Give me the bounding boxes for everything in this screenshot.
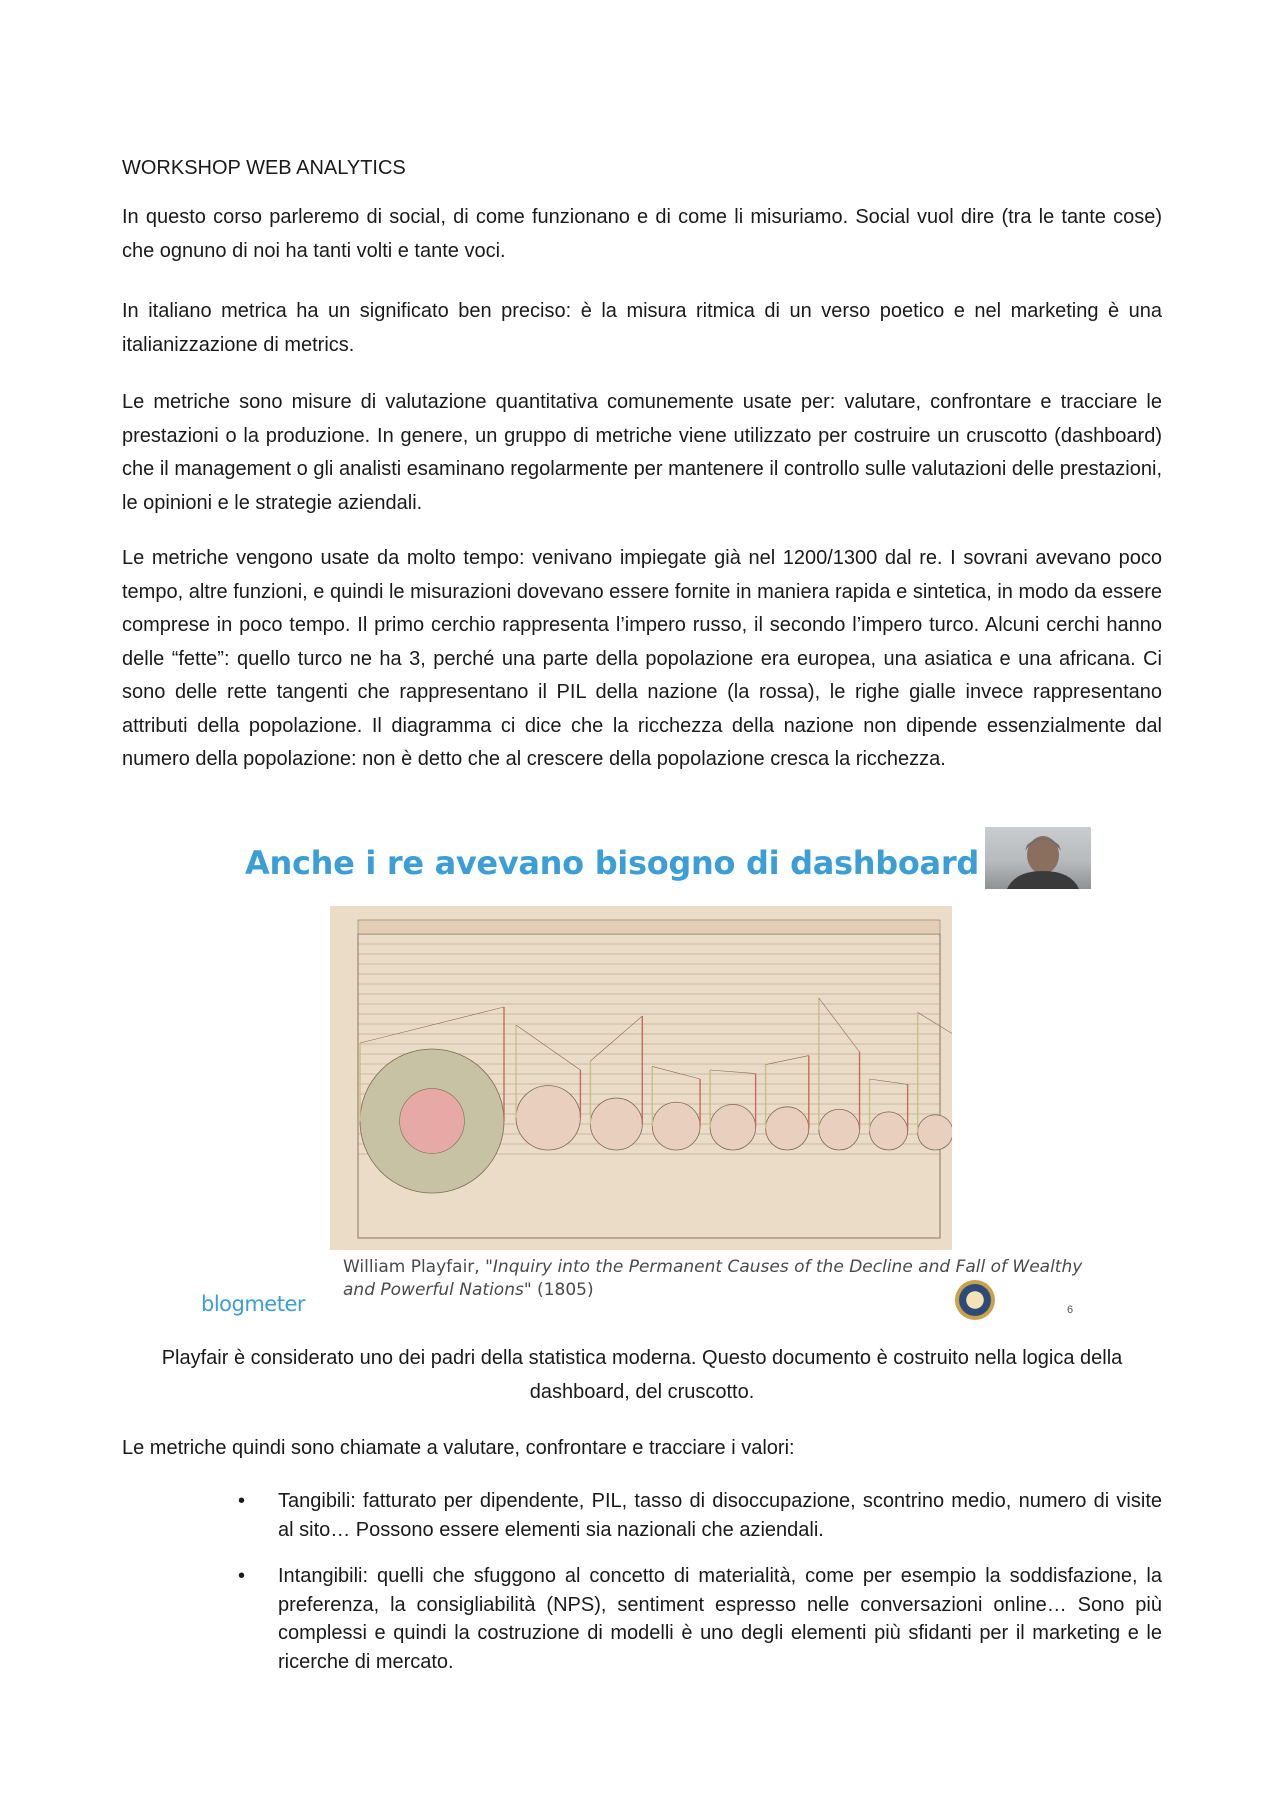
slide-title: Anche i re avevano bisogno di dashboard [245, 844, 979, 882]
list-intro: Le metriche quindi sono chiamate a valutare, confrontare e tracciare i valori: [122, 1437, 795, 1459]
nation-circle [590, 1098, 642, 1150]
caption-author: William Playfair, [343, 1257, 486, 1277]
webcam-thumbnail [985, 827, 1091, 889]
nation-circle [819, 1109, 860, 1150]
nation-circle [710, 1104, 756, 1150]
paragraph-1: In questo corso parleremo di social, di come funzionano e di come li misuriamo. Social vuol dire (tra le tante cose) che ognuno di noi ha tanti volti e tante voci. [122, 206, 1162, 262]
metrics-list [122, 1487, 1162, 1694]
playfair-chart [330, 906, 952, 1250]
slide-page-number: 6 [1067, 1304, 1074, 1316]
playfair-chart-svg [330, 906, 952, 1250]
connector-line [652, 1066, 700, 1079]
paragraph-3: Le metriche sono misure di valutazione quantitativa comunemente usate per: valutare, confrontare e tracciare le prestazioni o la produzione. In genere, un gruppo di metriche viene utilizzato per costruire un cruscotto (dashboard) che il management o gli analisti esaminano regolarmente per mantenere il controllo sulle valutazioni delle prestazioni, le opinioni e le strategie aziendali. [122, 391, 1162, 514]
connector-line [710, 1070, 756, 1074]
list-item [122, 1487, 1162, 1544]
nation-circle [766, 1107, 809, 1150]
connector-line [360, 1007, 504, 1043]
nation-circle [870, 1112, 908, 1150]
blogmeter-logo: blogmeter [201, 1292, 306, 1316]
caption-title: "Inquiry into the Permanent Causes of the Decline and Fall of Wealthy and Powerful Nations" [343, 1257, 1083, 1300]
document-heading: WORKSHOP WEB ANALYTICS [122, 157, 406, 179]
nation-circle [516, 1086, 580, 1150]
bullet-icon: • [238, 1565, 246, 1587]
nation-circle [918, 1115, 952, 1150]
connector-line [918, 1012, 952, 1034]
caption-year: (1805) [531, 1280, 594, 1300]
list-item [122, 1562, 1162, 1676]
chart-header-band [358, 920, 940, 934]
connector-line [870, 1079, 908, 1084]
bullet-icon: • [238, 1490, 246, 1512]
list-item-text: Intangibili: quelli che sfuggono al concetto di materialità, come per esempio la soddisfazione, la preferenza, la consigliabilità (NPS), sentiment espresso nelle conversazioni online… Sono più complessi e quindi la costruzione di modelli è uno degli elementi più sfidanti per il marketing e le ricerche di mercato. [278, 1565, 1162, 1673]
nation-inner-circle [400, 1089, 465, 1154]
slide-image [195, 822, 1095, 1332]
person-icon [985, 827, 1091, 889]
university-seal-icon [955, 1280, 995, 1320]
connector-line [516, 1025, 580, 1070]
connector-line [766, 1056, 809, 1065]
paragraph-4: Le metriche vengono usate da molto tempo: venivano impiegate già nel 1200/1300 dal re. I sovrani avevano poco tempo, altre funzioni, e quindi le misurazioni dovevano essere fornite in maniera rapida e sintetica, in modo da essere comprese in poco tempo. Il primo cerchio rappresenta l’impero russo, il secondo l’impero turco. Alcuni cerchi hanno delle “fette”: quello turco ne ha 3, perché una parte della popolazione era europea, una asiatica e una africana. Ci sono delle rette tangenti che rappresentano il PIL della nazione (la rossa), le righe gialle invece rappresentano attributi della popolazione. Il diagramma ci dice che la ricchezza della nazione non dipende essenzialmente dal numero della popolazione: non è detto che al crescere della popolazione cresca la ricchezza. [122, 547, 1162, 770]
paragraph-2: In italiano metrica ha un significato ben preciso: è la misura ritmica di un verso poetico e nel marketing è una italianizzazione di metrics. [122, 300, 1162, 356]
list-item-text: Tangibili: fatturato per dipendente, PIL, tasso di disoccupazione, scontrino medio, numero di visite al sito… Possono essere elementi sia nazionali che aziendali. [278, 1490, 1162, 1541]
nation-circle [652, 1102, 700, 1150]
figure-caption: Playfair è considerato uno dei padri della statistica moderna. Questo documento è costruito nella logica della dashboard, del cruscotto. [161, 1347, 1123, 1403]
